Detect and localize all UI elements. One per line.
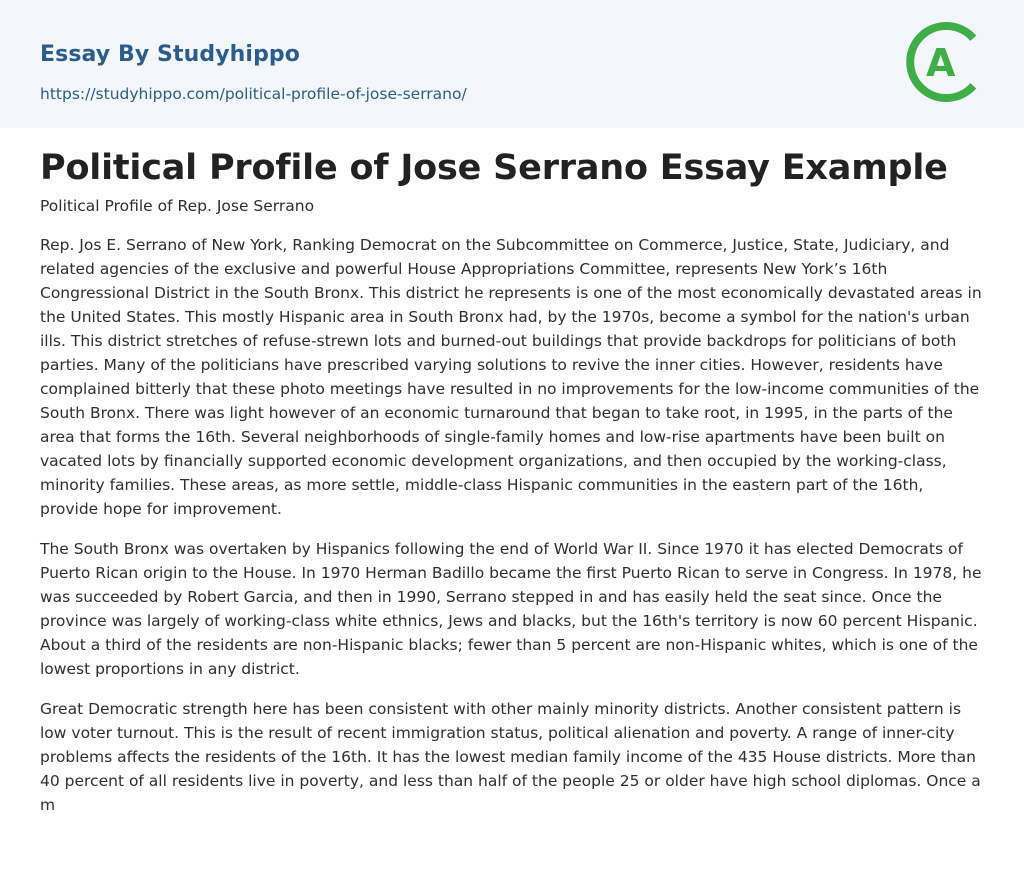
site-header (0, 0, 1024, 128)
logo-letter: A (926, 41, 956, 85)
article-paragraph: Great Democratic strength here has been consistent with other mainly minority districts. Another consistent pattern is low voter turnout. This is the result of recent immigration status, political alienation and poverty. A range of inner-city problems affects the residents of the 16th. It has the lowest median family income of the 435 House districts. More than 40 percent of all residents live in poverty, and less than half of the people 25 or older have high school diplomas. Once a m (40, 700, 981, 814)
site-brand: Essay By Studyhippo (40, 42, 300, 67)
studyhippo-logo-icon (900, 20, 984, 104)
article-paragraph: Rep. Jos E. Serrano of New York, Ranking Democrat on the Subcommittee on Commerce, Justice, State, Judiciary, and related agencies of the exclusive and powerful House Appropriations Committee, represents New York’s 16th Congressional District in the South Bronx. This district he represents is one of the most economically devastated areas in the United States. This mostly Hispanic area in South Bronx had, by the 1970s, become a symbol for the nation's urban ills. This district stretches of refuse-strewn lots and burned-out buildings that provide backdrops for politicians of both parties. Many of the politicians have prescribed varying solutions to revive the inner cities. However, residents have complained bitterly that these photo meetings have resulted in no improvements for the low-income communities of the South Bronx. There was light however of an economic turnaround that began to take root, in 1995, in the parts of the area that forms the 16th. Several neighborhoods of single-family homes and low-rise apartments have been built on vacated lots by financially supported economic development organizations, and then occupied by the working-class, minority families. These areas, as more settle, middle-class Hispanic communities in the eastern part of the 16th, provide hope for improvement. (40, 236, 982, 518)
source-url-link[interactable]: https://studyhippo.com/political-profile-of-jose-serrano/ (40, 85, 467, 103)
page-title: Political Profile of Jose Serrano Essay Example (40, 148, 948, 188)
article-body (0, 128, 1024, 817)
article-paragraph: The South Bronx was overtaken by Hispanics following the end of World War II. Since 1970 it has elected Democrats of Puerto Rican origin to the House. In 1970 Herman Badillo became the first Puerto Rican to serve in Congress. In 1978, he was succeeded by Robert Garcia, and then in 1990, Serrano stepped in and has easily held the seat since. Once the province was largely of working-class white ethnics, Jews and blacks, but the 16th's territory is now 60 percent Hispanic. About a third of the residents are non-Hispanic blacks; fewer than 5 percent are non-Hispanic whites, which is one of the lowest proportions in any district. (40, 540, 982, 678)
article-subtitle: Political Profile of Rep. Jose Serrano (40, 197, 315, 215)
